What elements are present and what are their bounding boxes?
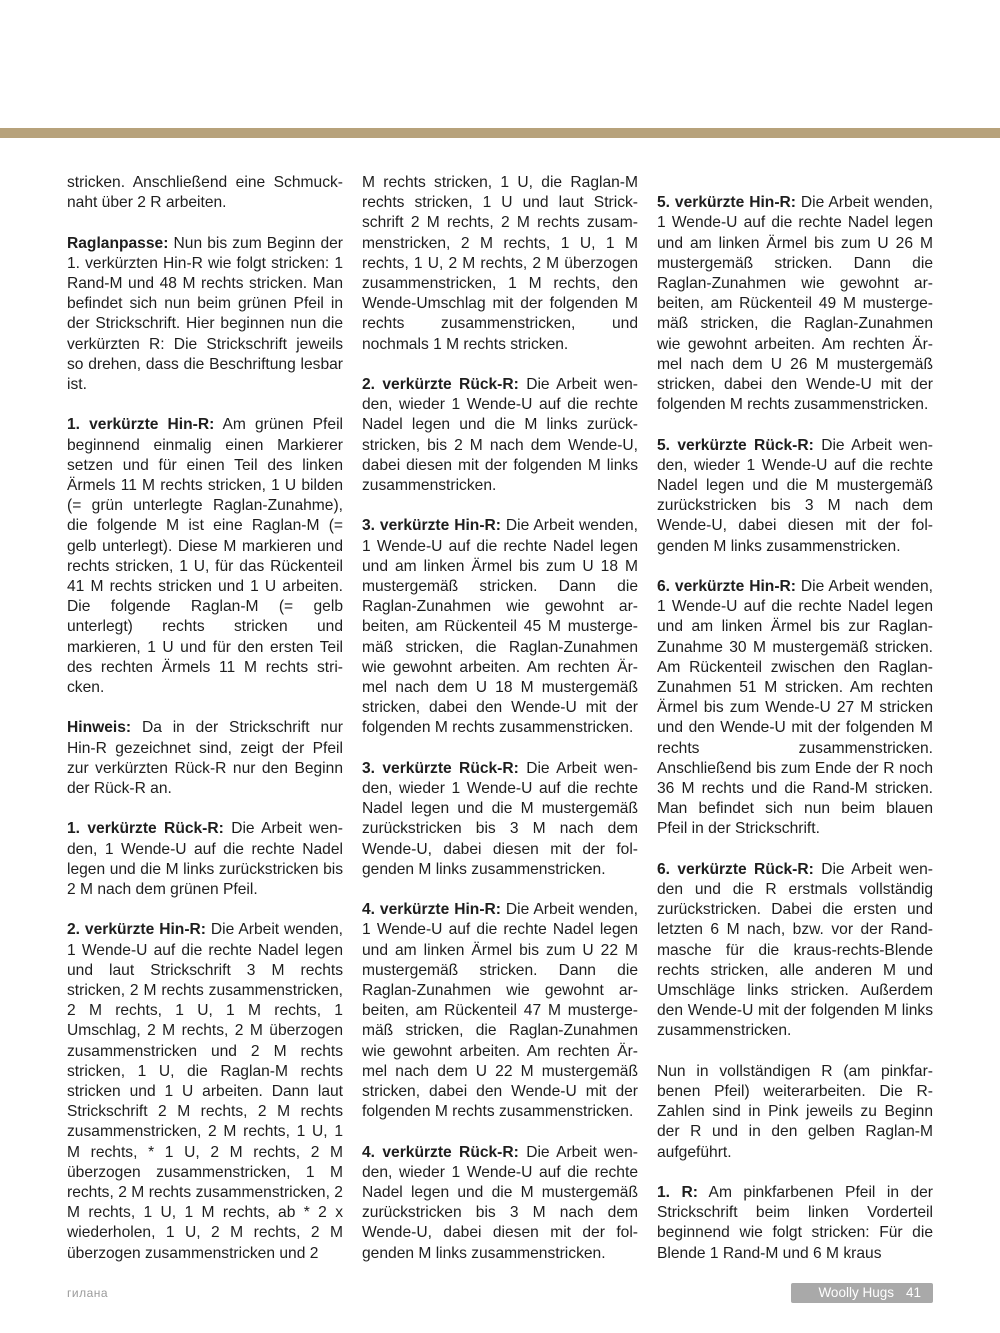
paragraph-text: Die Arbeit wenden, 1 Wende-U auf die rechte Nadel legen und am linken Ärmel bis zum U 26 M mustergemäß stricken. Dann die Raglan-Zunahmen wie gewohnt arbeiten, am Rückenteil 49 M mustergemäß stricken, die Raglan-Zunahmen wie gewohnt arbeiten. Am rechten Ärmel nach dem U 26 M mustergemäß stricken, dabei den Wende-U mit der folgenden M rechts zusammenstricken. — [657, 194, 934, 414]
page-number: 41 — [905, 1285, 921, 1300]
paragraph-heading: 3. verkürzte Hin-R: — [362, 517, 501, 535]
paragraph-text: Die Arbeit wenden, 1 Wende-U auf die rechte Nadel legen und am linken Ärmel bis zur Raglan-Zunahme 30 M mustergemäß stricken. Am Rückenteil zwischen den Raglan-Zunahmen 51 M stricken. Am rechten Ärmel bis zum Wende-U 27 M stricken und den Wende-U mit der folgenden M rechts zusammenstricken. Anschließend bis zum Ende der R noch 36 M rechts und die Rand-M stricken. Man befindet sich nun beim blauen Pfeil in der Strickschrift. — [657, 578, 934, 838]
paragraph-heading: 6. verkürzte Hin-R: — [657, 578, 796, 596]
paragraph-text: Die Arbeit wenden, wieder 1 Wende-U auf die rechte Nadel legen und die M mustergemäß zurückstricken bis 3 M nach dem Wende-U, dabei diesen mit der folgenden M links zusammenstricken. — [657, 436, 933, 555]
paragraph-heading: 2. verkürzte Rück-R: — [362, 376, 519, 394]
paragraph-text: Am pinkfarbenen Pfeil in der Strickschrift beim linken Vorderteil beginnend wie folgt stricken: Für die Blende 1 Rand-M und 6 M kraus — [657, 1184, 933, 1262]
paragraph-text: Die Arbeit wenden, 1 Wende-U auf die rechte Nadel legen und am linken Ärmel bis zum U 22 M mustergemäß stricken. Dann die Raglan-Zunahmen wie gewohnt arbeiten, am Rückenteil 47 M mustergemäß stricken, die Raglan-Zunahmen wie gewohnt arbeiten. Am rechten Ärmel nach dem U 22 M mustergemäß stricken, dabei den Wende-U mit der folgenden M rechts zusammenstricken. — [362, 901, 639, 1121]
paragraph-text: Nun in vollständigen R (am pinkfarbenen Pfeil) weiterarbeiten. Die R-Zahlen sind in Pink jeweils zu Beginn der R und in den gelben Raglan-M aufgeführt. — [657, 1062, 933, 1161]
paragraph-text: Die Arbeit wenden, wieder 1 Wende-U auf die rechte Nadel legen und die M mustergemäß zurückstricken bis 3 M nach dem Wende-U, dabei diesen mit der folgenden M links zusammenstricken. — [362, 759, 638, 878]
paragraph-heading: 1. verkürzte Hin-R: — [67, 416, 215, 434]
paragraph-text: Die Arbeit wenden und die R erstmals vollständig zurückstricken. Dabei die ersten und letzten 6 M nach, bzw. vor der Randmasche für die kraus-rechts-Blende rechts stricken, alle anderen M und Umschläge links stricken. Außerdem den Wende-U mit der folgenden M links zusammenstricken. — [657, 860, 933, 1040]
paragraph — [362, 900, 638, 1122]
text-column-1 — [67, 173, 343, 1284]
paragraph-heading: 3. verkürzte Rück-R: — [362, 759, 519, 777]
paragraph-heading: 6. verkürzte Rück-R: — [657, 860, 814, 878]
paragraph — [657, 436, 933, 557]
page-footer-badge — [791, 1283, 933, 1303]
paragraph — [657, 577, 933, 840]
paragraph-text: Die Arbeit wenden, 1 Wende-U auf die rechte Nadel legen und die M links zurückstricken bis 2 M nach dem grünen Pfeil. — [67, 820, 343, 899]
paragraph-heading: 1. R: — [657, 1184, 698, 1202]
paragraph-heading: 4. verkürzte Hin-R: — [362, 901, 501, 919]
header-color-band — [0, 128, 1000, 138]
paragraph-text: stricken. Anschließend eine Schmucknaht über 2 R arbeiten. — [67, 174, 343, 212]
paragraph — [657, 193, 933, 415]
paragraph — [67, 920, 343, 1263]
paragraph-heading: Raglanpasse: — [67, 234, 169, 252]
text-column-3 — [657, 173, 933, 1284]
paragraph — [362, 1143, 638, 1264]
paragraph-text: Die Arbeit wenden, wieder 1 Wende-U auf die rechte Nadel legen und die M links zurückstricken, bis 2 M nach dem Wende-U, dabei diesen mit der folgenden M links zusammenstricken. — [362, 376, 638, 495]
paragraph-text: Am grünen Pfeil beginnend einmalig einen Markierer setzen und für einen Teil des linken Ärmels 11 M rechts stricken, 1 U bilden (= grün unterlegte Raglan-Zunahme), die folgende M ist eine Raglan-M (= gelb unterlegt). Diese M markieren und rechts stricken, 1 U, für das Rückenteil 41 M rechts stricken und 1 U arbeiten. Die folgende Raglan-M (= gelb unterlegt) rechts stricken und markieren, 1 U und für den ersten Teil des rechten Ärmels 11 M rechts stricken. — [67, 416, 343, 697]
paragraph-text: Die Arbeit wenden, 1 Wende-U auf die rechte Nadel legen und laut Strickschrift 3 M rechts stricken, 2 M rechts zusammenstricken, 2 M rechts, 1 U, 1 M rechts, 1 Umschlag, 2 M rechts, 2 M überzogen zusammenstricken und 2 M rechts stricken, 1 U, die Raglan-M rechts stricken und 1 U arbeiten. Dann laut Strickschrift 2 M rechts, 2 M rechts zusammenstricken, 2 M rechts, 1 U, 1 M rechts, * 1 U, 2 M rechts, 2 M überzogen zusammenstricken, 1 M rechts, 2 M rechts zusammenstricken, 2 M rechts, 1 U, 1 M rechts, ab * 2 x wiederholen, 1 U, 2 M rechts, 2 M überzogen zusammenstricken und 2 — [67, 921, 344, 1262]
paragraph-heading: 5. verkürzte Rück-R: — [657, 436, 814, 454]
paragraph — [362, 173, 638, 355]
paragraph-heading: 5. verkürzte Hin-R: — [657, 194, 796, 212]
paragraph — [362, 516, 638, 738]
paragraph — [67, 819, 343, 900]
paragraph-text: Nun bis zum Beginn der 1. verkürzten Hin-R wie folgt stricken: 1 Rand-M und 48 M rechts stricken. Man befindet sich nun beim grünen Pfeil in der Strickschrift. Hier beginnen nun die verkürzten R: Die Strickschrift jeweils so drehen, dass die Beschriftung lesbar ist. — [67, 234, 343, 394]
footer-watermark-text: гилана — [67, 1286, 109, 1300]
paragraph-heading: 2. verkürzte Hin-R: — [67, 921, 206, 939]
paragraph-text: Da in der Strickschrift nur Hin-R gezeichnet sind, zeigt der Pfeil zur verkürzten Rück-R nur den Beginn der Rück-R an. — [67, 719, 343, 798]
magazine-name: Woolly Hugs — [818, 1285, 894, 1300]
paragraph-text: Die Arbeit wenden, wieder 1 Wende-U auf die rechte Nadel legen und die M mustergemäß zurückstricken bis 3 M nach dem Wende-U, dabei diesen mit der folgenden M links zusammenstricken. — [362, 1143, 638, 1262]
text-column-2 — [362, 173, 638, 1284]
paragraph-heading: 1. verkürzte Rück-R: — [67, 820, 224, 838]
paragraph — [67, 173, 343, 213]
paragraph — [657, 1062, 933, 1163]
paragraph — [362, 375, 638, 496]
paragraph-heading: Hinweis: — [67, 719, 132, 737]
paragraph-text: Die Arbeit wenden, 1 Wende-U auf die rechte Nadel legen und am linken Ärmel bis zum U 18 M mustergemäß stricken. Dann die Raglan-Zunahmen wie gewohnt arbeiten, am Rückenteil 45 M mustergemäß stricken, die Raglan-Zunahmen wie gewohnt arbeiten. Am rechten Ärmel nach dem U 18 M mustergemäß stricken, dabei den Wende-U mit der folgenden M rechts zusammenstricken. — [362, 517, 639, 737]
paragraph — [657, 860, 933, 1042]
paragraph — [657, 1183, 933, 1264]
paragraph — [67, 234, 343, 396]
paragraph — [67, 718, 343, 799]
paragraph-text: M rechts stricken, 1 U, die Raglan-M rechts stricken, 1 U und laut Strickschrift 2 M rechts, 2 M rechts zusammenstricken, 2 M rechts, 1 U, 1 M rechts, 1 U, 2 M rechts, 2 M überzogen zusammenstricken, 1 M rechts, den Wende-Umschlag mit der folgenden M rechts zusammenstricken, und nochmals 1 M rechts stricken. — [362, 174, 638, 353]
paragraph — [362, 759, 638, 880]
paragraph — [67, 415, 343, 698]
paragraph-heading: 4. verkürzte Rück-R: — [362, 1143, 519, 1161]
